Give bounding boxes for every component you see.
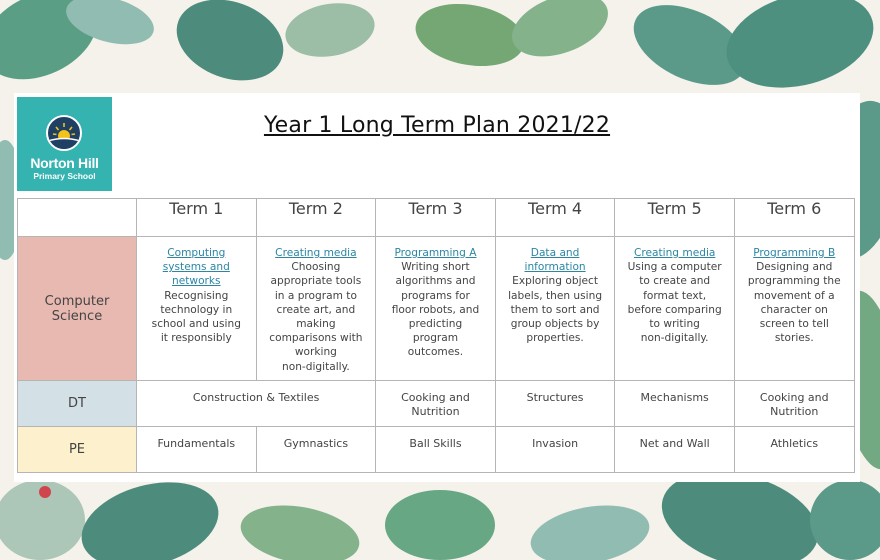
- unit-description-line: in a program to: [274, 289, 357, 302]
- unit-description-line: Designing and: [756, 261, 833, 274]
- table-cell: [615, 427, 735, 473]
- table-cell: [734, 381, 854, 427]
- unit-description-line: predicting: [408, 318, 463, 331]
- unit-description-line: Writing short: [401, 261, 470, 274]
- pe-label: PE: [18, 427, 137, 473]
- unit-title-link[interactable]: information: [524, 261, 586, 274]
- term-header: Term 1: [137, 199, 257, 237]
- unit-title-link[interactable]: systems and: [162, 261, 230, 274]
- dt-cell-text: [376, 381, 495, 419]
- unit-description-line: it responsibly: [160, 332, 232, 345]
- term-header: Term 4: [495, 199, 615, 237]
- long-term-plan-table: [17, 198, 855, 473]
- school-subtitle: Primary School: [33, 171, 96, 181]
- school-name: Norton Hill: [30, 155, 99, 171]
- table-cell: [734, 237, 854, 381]
- unit-description-line: Recognising: [164, 289, 229, 302]
- cell-line: Cooking and: [759, 391, 829, 404]
- unit-description-line: to writing: [649, 318, 700, 331]
- cs-cell-content: [496, 237, 615, 345]
- unit-description-line: appropriate tools: [270, 275, 362, 288]
- pe-cell-text: Gymnastics: [283, 437, 349, 450]
- unit-description-line: before comparing: [627, 303, 722, 316]
- table-cell: [376, 237, 496, 381]
- cs-cell-content: [615, 237, 734, 345]
- table-cell: [256, 237, 376, 381]
- table-header-row: [18, 199, 855, 237]
- unit-description-line: them to sort and: [510, 303, 600, 316]
- dt-row: [18, 381, 855, 427]
- unit-description-line: group objects by: [510, 318, 600, 331]
- dt-label: DT: [18, 381, 137, 427]
- cell-line: Cooking and: [401, 391, 470, 404]
- table-cell: [495, 381, 615, 427]
- computer-science-row: [18, 237, 855, 381]
- table-cell: [256, 427, 376, 473]
- computer-science-label: [18, 237, 137, 381]
- unit-description-line: labels, then using: [508, 289, 603, 302]
- table-cell: [495, 237, 615, 381]
- unit-title-link[interactable]: Programming A: [394, 247, 477, 259]
- cs-cell-content: [257, 237, 376, 374]
- unit-description-line: programming the: [747, 275, 841, 288]
- table-cell: [615, 381, 735, 427]
- unit-description-line: outcomes.: [407, 346, 464, 359]
- pe-cell-text: Net and Wall: [639, 437, 710, 450]
- dt-cell-text: Construction & Textiles: [192, 391, 320, 404]
- table-cell: [137, 237, 257, 381]
- unit-description-line: Using a computer: [627, 261, 722, 274]
- cs-cell-content: [735, 237, 854, 345]
- term-header: Term 2: [256, 199, 376, 237]
- pe-row: [18, 427, 855, 473]
- unit-description-line: floor robots, and: [391, 303, 480, 316]
- unit-description-line: Exploring object: [512, 275, 599, 288]
- unit-description-line: comparisons with: [269, 332, 363, 345]
- unit-description-line: technology in: [160, 303, 233, 316]
- table-cell: [137, 381, 376, 427]
- unit-description-line: movement of a: [753, 289, 835, 302]
- unit-title-link[interactable]: Creating media: [633, 247, 716, 259]
- unit-description-line: to create and: [639, 275, 711, 288]
- pe-cell-text: Athletics: [770, 437, 819, 450]
- unit-title-link[interactable]: Computing: [167, 247, 226, 259]
- table-cell: [495, 427, 615, 473]
- unit-description-line: school and using: [151, 318, 241, 331]
- corner-cell: [18, 199, 137, 237]
- table-cell: [615, 237, 735, 381]
- table-cell: [734, 427, 854, 473]
- unit-title-link[interactable]: Creating media: [275, 247, 357, 259]
- unit-description-line: making: [296, 318, 336, 331]
- dt-cell-text: Structures: [526, 391, 584, 404]
- pe-cell-text: Fundamentals: [157, 437, 236, 450]
- unit-description-line: non-digitally.: [640, 332, 709, 345]
- unit-description-line: character on: [760, 303, 828, 316]
- unit-description-line: screen to tell: [759, 318, 829, 331]
- unit-description-line: program: [412, 332, 459, 345]
- dt-cell-text: Mechanisms: [640, 391, 709, 404]
- unit-title-link[interactable]: Data and: [530, 247, 580, 259]
- cell-line: Nutrition: [411, 405, 460, 418]
- table-cell: [376, 427, 496, 473]
- row-label-line: Science: [51, 308, 103, 324]
- unit-description-line: stories.: [774, 332, 814, 345]
- unit-description-line: programs for: [401, 289, 470, 302]
- term-header: Term 5: [615, 199, 735, 237]
- term-header: Term 3: [376, 199, 496, 237]
- unit-title-link[interactable]: networks: [172, 275, 221, 288]
- unit-description-line: properties.: [526, 332, 584, 345]
- unit-description-line: format text,: [643, 289, 707, 302]
- pe-cell-text: Invasion: [532, 437, 579, 450]
- row-label-line: Computer: [44, 293, 110, 309]
- unit-description-line: working: [294, 346, 337, 359]
- unit-description-line: Choosing: [291, 261, 341, 274]
- dt-cell-text: [735, 381, 854, 419]
- cell-line: Nutrition: [770, 405, 819, 418]
- unit-title-link[interactable]: Programming B: [753, 247, 836, 259]
- school-logo: [17, 97, 112, 191]
- cs-cell-content: [376, 237, 495, 360]
- unit-description-line: algorithms and: [395, 275, 476, 288]
- term-header: Term 6: [734, 199, 854, 237]
- cs-cell-content: [137, 237, 256, 345]
- table-cell: [376, 381, 496, 427]
- page-title: Year 1 Long Term Plan 2021/22: [263, 113, 611, 138]
- long-term-plan-card: [14, 93, 860, 482]
- pe-cell-text: Ball Skills: [409, 437, 462, 450]
- unit-description-line: non-digitally.: [282, 360, 350, 373]
- unit-description-line: create art, and: [276, 303, 356, 316]
- sunrise-emblem-icon: [46, 115, 82, 151]
- table-cell: [137, 427, 257, 473]
